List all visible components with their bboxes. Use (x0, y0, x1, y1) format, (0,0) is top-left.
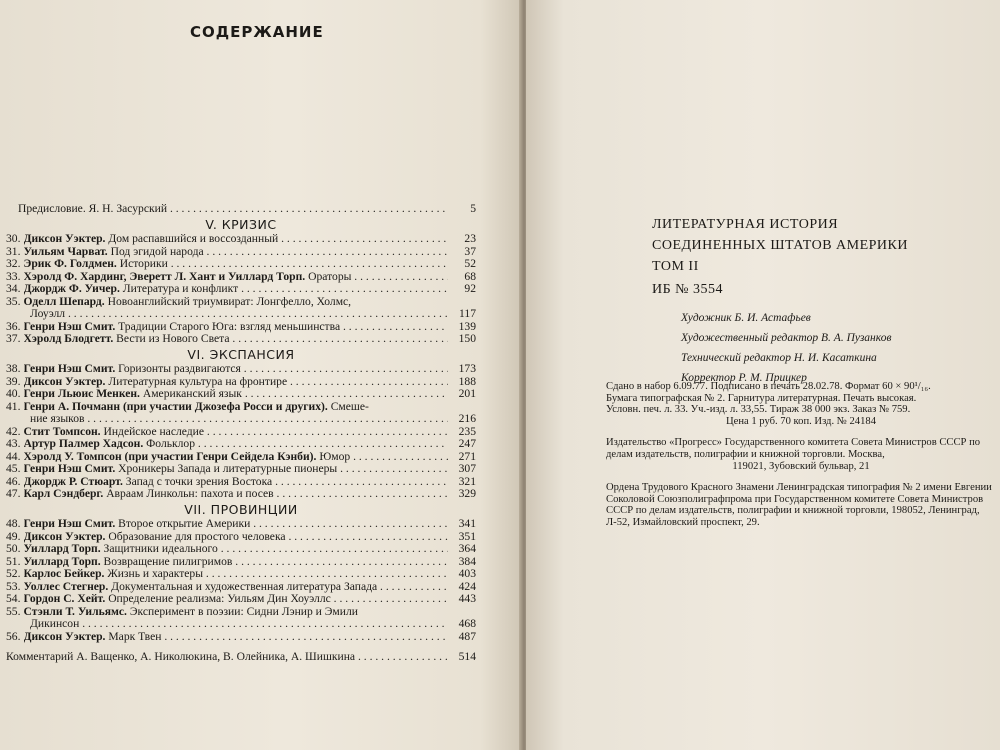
entry-title: Защитники идеального (103, 543, 218, 555)
entry-title: Ораторы (308, 270, 352, 283)
entry-author: Артур Палмер Хадсон. (23, 438, 144, 450)
entry-title: Индейское наследие (103, 425, 205, 438)
entry-author: Джордж Р. Стюарт. (23, 475, 123, 488)
toc-entry (6, 296, 476, 309)
right-page-imprint (526, 0, 1000, 750)
entry-text (24, 476, 449, 489)
entry-text (24, 258, 449, 271)
toc-entry (6, 401, 476, 414)
credit-proofreader: Корректор Р. М. Прицкер (681, 372, 807, 384)
entry-page: 351 (458, 529, 476, 543)
entry-title: Образование для простого человека (108, 530, 286, 543)
toc-entry (6, 631, 476, 644)
entry-author: Хэролд У. Томпсон (при участии Генри Сейдела Кэнби). (23, 450, 317, 463)
toc-entry (6, 593, 476, 606)
entry-text (24, 631, 449, 644)
entry-author: Карл Сэндберг. (23, 488, 104, 500)
toc-entry (6, 606, 476, 619)
publisher-text: Издательство «Прогресс» Государственного комитета Совета Министров СССР по делам издательств, полиграфии и книжной торговли. Москва, (606, 437, 981, 460)
entry-text (24, 531, 449, 544)
toc-entry (6, 258, 476, 271)
entry-author: Генри Нэш Смит. (23, 363, 116, 375)
entry-page: 188 (458, 374, 476, 388)
toc-entry (6, 388, 476, 401)
entry-title: Юмор (319, 450, 351, 463)
preface-row (6, 203, 476, 216)
entry-title: Марк Твен (108, 630, 162, 643)
ib-number: ИБ № 3554 (652, 282, 724, 297)
entry-page: 92 (464, 282, 476, 295)
toc-entry (6, 556, 476, 569)
volume-line: ТОМ II (652, 259, 699, 274)
entry-page: 201 (458, 387, 476, 400)
entry-text (24, 283, 449, 296)
entry-title: Возвращение пилигримов (103, 555, 233, 568)
entry-author: Хэролд Блодгетт. (23, 333, 114, 345)
entry-text (24, 376, 449, 389)
entry-number: 46. (6, 474, 21, 488)
entry-page: 23 (464, 232, 476, 245)
entry-text (24, 568, 449, 581)
entry-page: 271 (458, 449, 476, 463)
entry-title: Историки (119, 258, 168, 270)
entry-continuation-text: Лоуэлл . . . (30, 308, 448, 321)
entry-author: Эрик Ф. Голдмен. (23, 258, 117, 270)
entry-number: 53. (6, 579, 21, 593)
entry-page: 341 (458, 517, 476, 530)
toc-entry (6, 426, 476, 439)
toc-entry (6, 543, 476, 556)
entry-number: 45. (6, 462, 21, 475)
entry-author: Уиллард Торп. (23, 555, 101, 568)
entry-author: Диксон Уэктер. (23, 630, 106, 643)
entry-number: 35. (6, 294, 21, 308)
entry-author: Генри А. Почманн (при участии Джозефа Росси и других). (23, 400, 328, 413)
entry-page: 321 (458, 474, 476, 488)
toc-sections (6, 216, 476, 644)
entry-page: 139 (458, 319, 476, 333)
entry-number: 47. (6, 487, 21, 500)
entry-number: 44. (6, 449, 21, 463)
entry-author: Диксон Уэктер. (23, 530, 106, 543)
entry-text (24, 518, 449, 531)
credits-list (681, 308, 891, 388)
entry-number: 54. (6, 592, 21, 605)
entry-page: 329 (458, 487, 476, 500)
entry-number: 31. (6, 244, 21, 258)
toc-entry-continuation (6, 618, 476, 631)
entry-title: Документальная и художественная литература Запада (111, 580, 378, 593)
entry-author: Гордон С. Хейт. (23, 593, 106, 605)
entry-number: 55. (6, 604, 21, 618)
entry-title: Горизонты раздвигаются (118, 363, 241, 375)
publisher-address: 119021, Зубовский бульвар, 21 (732, 460, 870, 472)
entry-author: Хэролд Ф. Хардинг, Эверетт Л. Хант и Уиллард Торп. (23, 270, 306, 283)
entry-page: 384 (458, 554, 476, 568)
entry-text (24, 488, 449, 501)
entry-continuation-text: ние языков . . . (30, 413, 448, 426)
entry-number: 39. (6, 374, 21, 388)
entry-title: Запад с точки зрения Востока (125, 475, 273, 488)
entry-title: Вести из Нового Света (116, 333, 230, 345)
contents-heading: СОДЕРЖАНИЕ (190, 23, 324, 41)
toc-entry (6, 333, 476, 346)
toc-entry (6, 531, 476, 544)
entry-author: Уильям Чарват. (23, 245, 108, 258)
toc-entry (6, 581, 476, 594)
entry-page: 150 (458, 332, 476, 345)
entry-page: 37 (464, 244, 476, 258)
toc-entry (6, 518, 476, 531)
toc-entry (6, 438, 476, 451)
entry-number: 43. (6, 437, 21, 450)
entry-page: 403 (458, 567, 476, 580)
toc-entry (6, 283, 476, 296)
preface-label: Предисловие. Я. Н. Засурский . . . (18, 203, 448, 216)
entry-number: 33. (6, 269, 21, 283)
entry-title: Авраам Линкольн: пахота и посев (106, 488, 274, 500)
toc-entry (6, 376, 476, 389)
entry-author: Диксон Уэктер. (23, 375, 106, 388)
entry-text (24, 606, 449, 619)
print-line-4: Цена 1 руб. 70 коп. Изд. № 24184 (725, 415, 876, 427)
entry-title: Дом распавшийся и воссозданный (108, 233, 279, 245)
entry-number: 40. (6, 387, 21, 400)
entry-page: 468 (458, 617, 476, 630)
entry-text (24, 271, 449, 284)
entry-number: 51. (6, 554, 21, 568)
entry-author: Оделл Шепард. (23, 295, 105, 308)
toc-entry (6, 363, 476, 376)
commentary-page: 514 (458, 650, 476, 663)
entry-title: Американский язык (142, 388, 242, 400)
entry-title: Литературная культура на фронтире (108, 375, 288, 388)
toc-entry (6, 463, 476, 476)
entry-title: Хроникеры Запада и литературные пионеры (118, 463, 338, 475)
entry-page: 247 (458, 437, 476, 450)
toc-entry (6, 321, 476, 334)
toc-entry (6, 476, 476, 489)
entry-number: 38. (6, 362, 21, 375)
entry-author: Стит Томпсон. (23, 425, 101, 438)
entry-text (24, 438, 449, 451)
entry-number: 48. (6, 517, 21, 530)
entry-page: 235 (458, 424, 476, 438)
entry-author: Уоллес Стегнер. (23, 580, 109, 593)
credit-art-editor: Художественный редактор В. А. Пузанков (681, 332, 892, 344)
entry-page: 487 (458, 629, 476, 643)
entry-number: 36. (6, 319, 21, 333)
credit-tech-editor: Технический редактор Н. И. Касаткина (681, 352, 877, 364)
entry-page: 68 (464, 269, 476, 283)
entry-number: 30. (6, 232, 21, 245)
entry-text (24, 363, 449, 376)
preface-page: 5 (470, 202, 476, 215)
section-heading: V. КРИЗИС (205, 216, 277, 232)
entry-text (24, 321, 449, 334)
printer-block: Ордена Трудового Красного Знамени Ленинградская типография № 2 имени Евгении Соколовой Союзполиграфпрома при Государственном комитете Совета Министров СССР по делам издательств, полиграфии и книжной торговли, 198052, Ленинград, Л-52, Измайловский проспект, 29. (606, 482, 992, 528)
entry-author: Карлос Бейкер. (23, 568, 105, 580)
entry-number: 49. (6, 529, 21, 543)
entry-title: Смеше- (330, 400, 369, 413)
entry-text (24, 246, 449, 259)
imprint-title (652, 214, 952, 300)
entry-number: 34. (6, 282, 21, 295)
entry-number: 52. (6, 567, 21, 580)
entry-text (24, 463, 449, 476)
entry-text (24, 451, 449, 464)
print-line-3: Условн. печ. л. 33. Уч.-изд. л. 33,55. Тираж 38 000 экз. Заказ № 759. (606, 404, 911, 416)
entry-title: Литература и конфликт (122, 283, 239, 295)
entry-number: 32. (6, 257, 21, 270)
entry-author: Генри Льюис Менкен. (23, 388, 140, 400)
entry-title: Фольклор (146, 438, 196, 450)
toc-entry-continuation (6, 413, 476, 426)
toc-entry (6, 568, 476, 581)
entry-page: 424 (458, 579, 476, 593)
entry-text (24, 581, 449, 594)
entry-number: 42. (6, 424, 21, 438)
entry-page: 307 (458, 462, 476, 475)
entry-title: Эксперимент в поэзии: Сидни Лэнир и Эмили (129, 605, 358, 618)
toc-entry (6, 488, 476, 501)
entry-author: Генри Нэш Смит. (23, 463, 116, 475)
toc-entry (6, 271, 476, 284)
credit-artist: Художник Б. И. Астафьев (681, 312, 811, 324)
publication-info (606, 381, 996, 539)
entry-text (24, 426, 449, 439)
entry-page: 173 (458, 362, 476, 375)
entry-number: 56. (6, 629, 21, 643)
entry-text (24, 333, 449, 346)
section-heading: VII. ПРОВИНЦИИ (184, 501, 298, 517)
entry-author: Диксон Уэктер. (23, 233, 106, 245)
entry-text (24, 543, 449, 556)
entry-author: Уиллард Торп. (23, 543, 101, 555)
entry-author: Джордж Ф. Уичер. (23, 283, 120, 295)
entry-number: 37. (6, 332, 21, 345)
entry-page: 364 (458, 542, 476, 555)
toc-entry-continuation (6, 308, 476, 321)
toc-entry (6, 233, 476, 246)
entry-title: Второе открытие Америки (118, 518, 251, 530)
entry-page: 216 (458, 412, 476, 425)
entry-text (24, 388, 449, 401)
entry-page: 117 (459, 307, 476, 320)
entry-number: 50. (6, 542, 21, 555)
commentary-label: Комментарий А. Ващенко, А. Николюкина, В. Олейника, А. Шишкина . . . (6, 651, 448, 664)
entry-text (24, 401, 449, 414)
entry-text (24, 296, 449, 309)
entry-text (24, 556, 449, 569)
publisher-block (606, 437, 996, 472)
commentary-row (6, 651, 476, 664)
entry-page: 52 (464, 257, 476, 270)
entry-title: Жизнь и характеры (107, 568, 204, 580)
toc-entry (6, 246, 476, 259)
print-line-2: Бумага типографская № 2. Гарнитура литературная. Печать высокая. (606, 392, 917, 404)
entry-title: Под эгидой народа (110, 245, 204, 258)
entry-author: Генри Нэш Смит. (23, 320, 116, 333)
entry-author: Стэнли Т. Уильямс. (23, 605, 127, 618)
entry-author: Генри Нэш Смит. (23, 518, 116, 530)
toc-entry (6, 451, 476, 464)
entry-number: 41. (6, 399, 21, 413)
entry-title: Традиции Старого Юга: взгляд меньшинства (118, 320, 341, 333)
print-details (606, 381, 996, 427)
entry-continuation-text: Дикинсон . . . (30, 618, 448, 631)
entry-text (24, 593, 449, 606)
entry-title: Новоанглийский триумвират: Лонгфелло, Холмс, (107, 295, 352, 308)
entry-text (24, 233, 449, 246)
entry-title: Определение реализма: Уильям Дин Хоуэллс (108, 593, 331, 605)
title-line-2: СОЕДИНЕННЫХ ШТАТОВ АМЕРИКИ (652, 238, 908, 253)
title-line-1: ЛИТЕРАТУРНАЯ ИСТОРИЯ (652, 217, 839, 232)
entry-page: 443 (458, 592, 476, 605)
table-of-contents (6, 203, 476, 664)
section-heading: VI. ЭКСПАНСИЯ (187, 346, 295, 362)
print-line-1: Сдано в набор 6.09.77. Подписано в печать 28.02.78. Формат 60 × 90¹/₁₆. (606, 381, 931, 392)
